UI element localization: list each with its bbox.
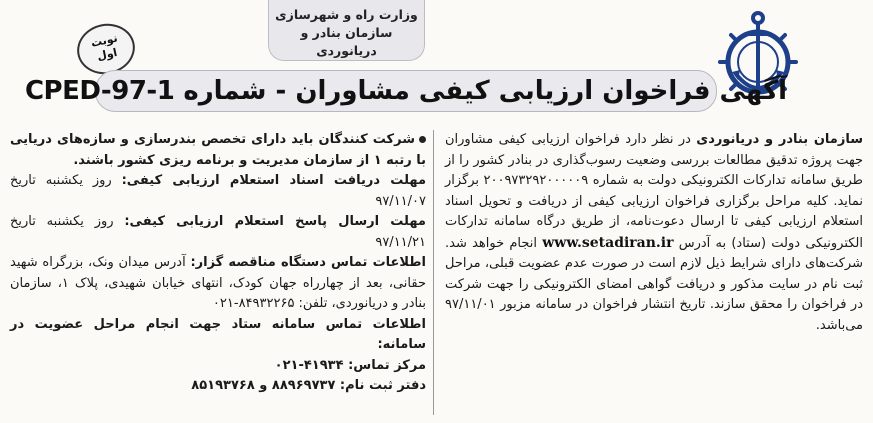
requirement-item [10,130,426,171]
deadline-response [10,212,426,253]
column-divider [433,130,434,415]
bullet-icon [419,136,426,143]
contact-value: آدرس میدان ونک، بزرگراه شهید حقانی، بعد از چهارراه جهان کودک، انتهای خیابان شهیدی، پلاک ۱، سازمان بنادر و دریانوردی، تلفن: ۸۴۹۳۲۲۶۵-۰۲۱ [10,255,426,311]
page-title: آگهی فراخوان ارزیابی کیفی مشاوران - شماره CPED-97-1 [24,76,788,106]
left-column [10,130,426,397]
contact-center: مرکز تماس: ۴۱۹۳۴-۰۲۱ [274,357,426,373]
setad-contact-label: اطلاعات تماس سامانه ستاد جهت انجام مراحل عضویت در سامانه: [10,316,426,352]
paragraph-body: در نظر دارد فراخوان ارزیابی کیفی مشاوران جهت پروژه تدقیق مطالعات بررسی وضعیت رسوب‌گذاری در بنادر کشور را از طریق سامانه تدارکات الکترونیکی دولت به شماره ۲۰۰۹۷۳۲۹۲۰۰۰۰۰۹ برگزار نماید. کلیه مراحل برگزاری فراخوان ارزیابی کیفی از دریافت و تحویل اسناد استعلام ارزیابی کیفی تا ارسال دعوت‌نامه، از طریق درگاه سامانه تدارکات الکترونیکی دولت (ستاد) به آدرس [445,132,864,251]
badge-line-2: اول [95,45,119,63]
deadline-documents [10,171,426,212]
website-link[interactable]: www.setadiran.ir [542,234,674,251]
deadline-documents-label: مهلت دریافت اسناد استعلام ارزیابی کیفی: [121,173,427,188]
contact-info [10,253,426,315]
organization-lead: سازمان بنادر و دریانوردی [696,132,863,147]
contact-label: اطلاعات تماس دستگاه مناقصه گزار: [190,255,426,270]
badge-line-1: نوبت [89,31,119,50]
ministry-name: وزارت راه و شهرسازی [275,7,418,22]
announcement-paragraph [445,130,863,336]
deadline-response-label: مهلت ارسال پاسخ استعلام ارزیابی کیفی: [124,214,426,229]
deadline-response-value: روز یکشنبه تاریخ ۹۷/۱۱/۲۱ [10,214,426,250]
right-column [445,130,863,336]
deadline-documents-value: روز یکشنبه تاریخ ۹۷/۱۱/۰۷ [10,173,426,209]
paragraph-tail: انجام خواهد شد. شرکت‌های دارای شرایط ذیل لازم است در صورت عدم عضویت قبلی، مراحل ثبت نام در سایت مذکور و دریافت گواهی امضای الکترونیکی را جهت شرکت در فراخوان را محقق سازند. تاریخ انتشار فراخوان در سامانه مزبور ۹۷/۱۱/۰۱ می‌باشد. [445,235,863,333]
ministry-banner [268,0,425,61]
requirement-text: شرکت کنندگان باید دارای تخصص بندرسازی و سازه‌های دریایی با رتبه ۱ از سازمان مدیریت و برنامه ریزی کشور باشند. [10,132,426,168]
registry-office: دفتر ثبت نام: ۸۸۹۶۹۷۳۷ و ۸۵۱۹۳۷۶۸ [191,378,426,393]
organization-name: سازمان بنادر و دریانوردی [300,25,393,58]
title-bar [24,70,788,112]
